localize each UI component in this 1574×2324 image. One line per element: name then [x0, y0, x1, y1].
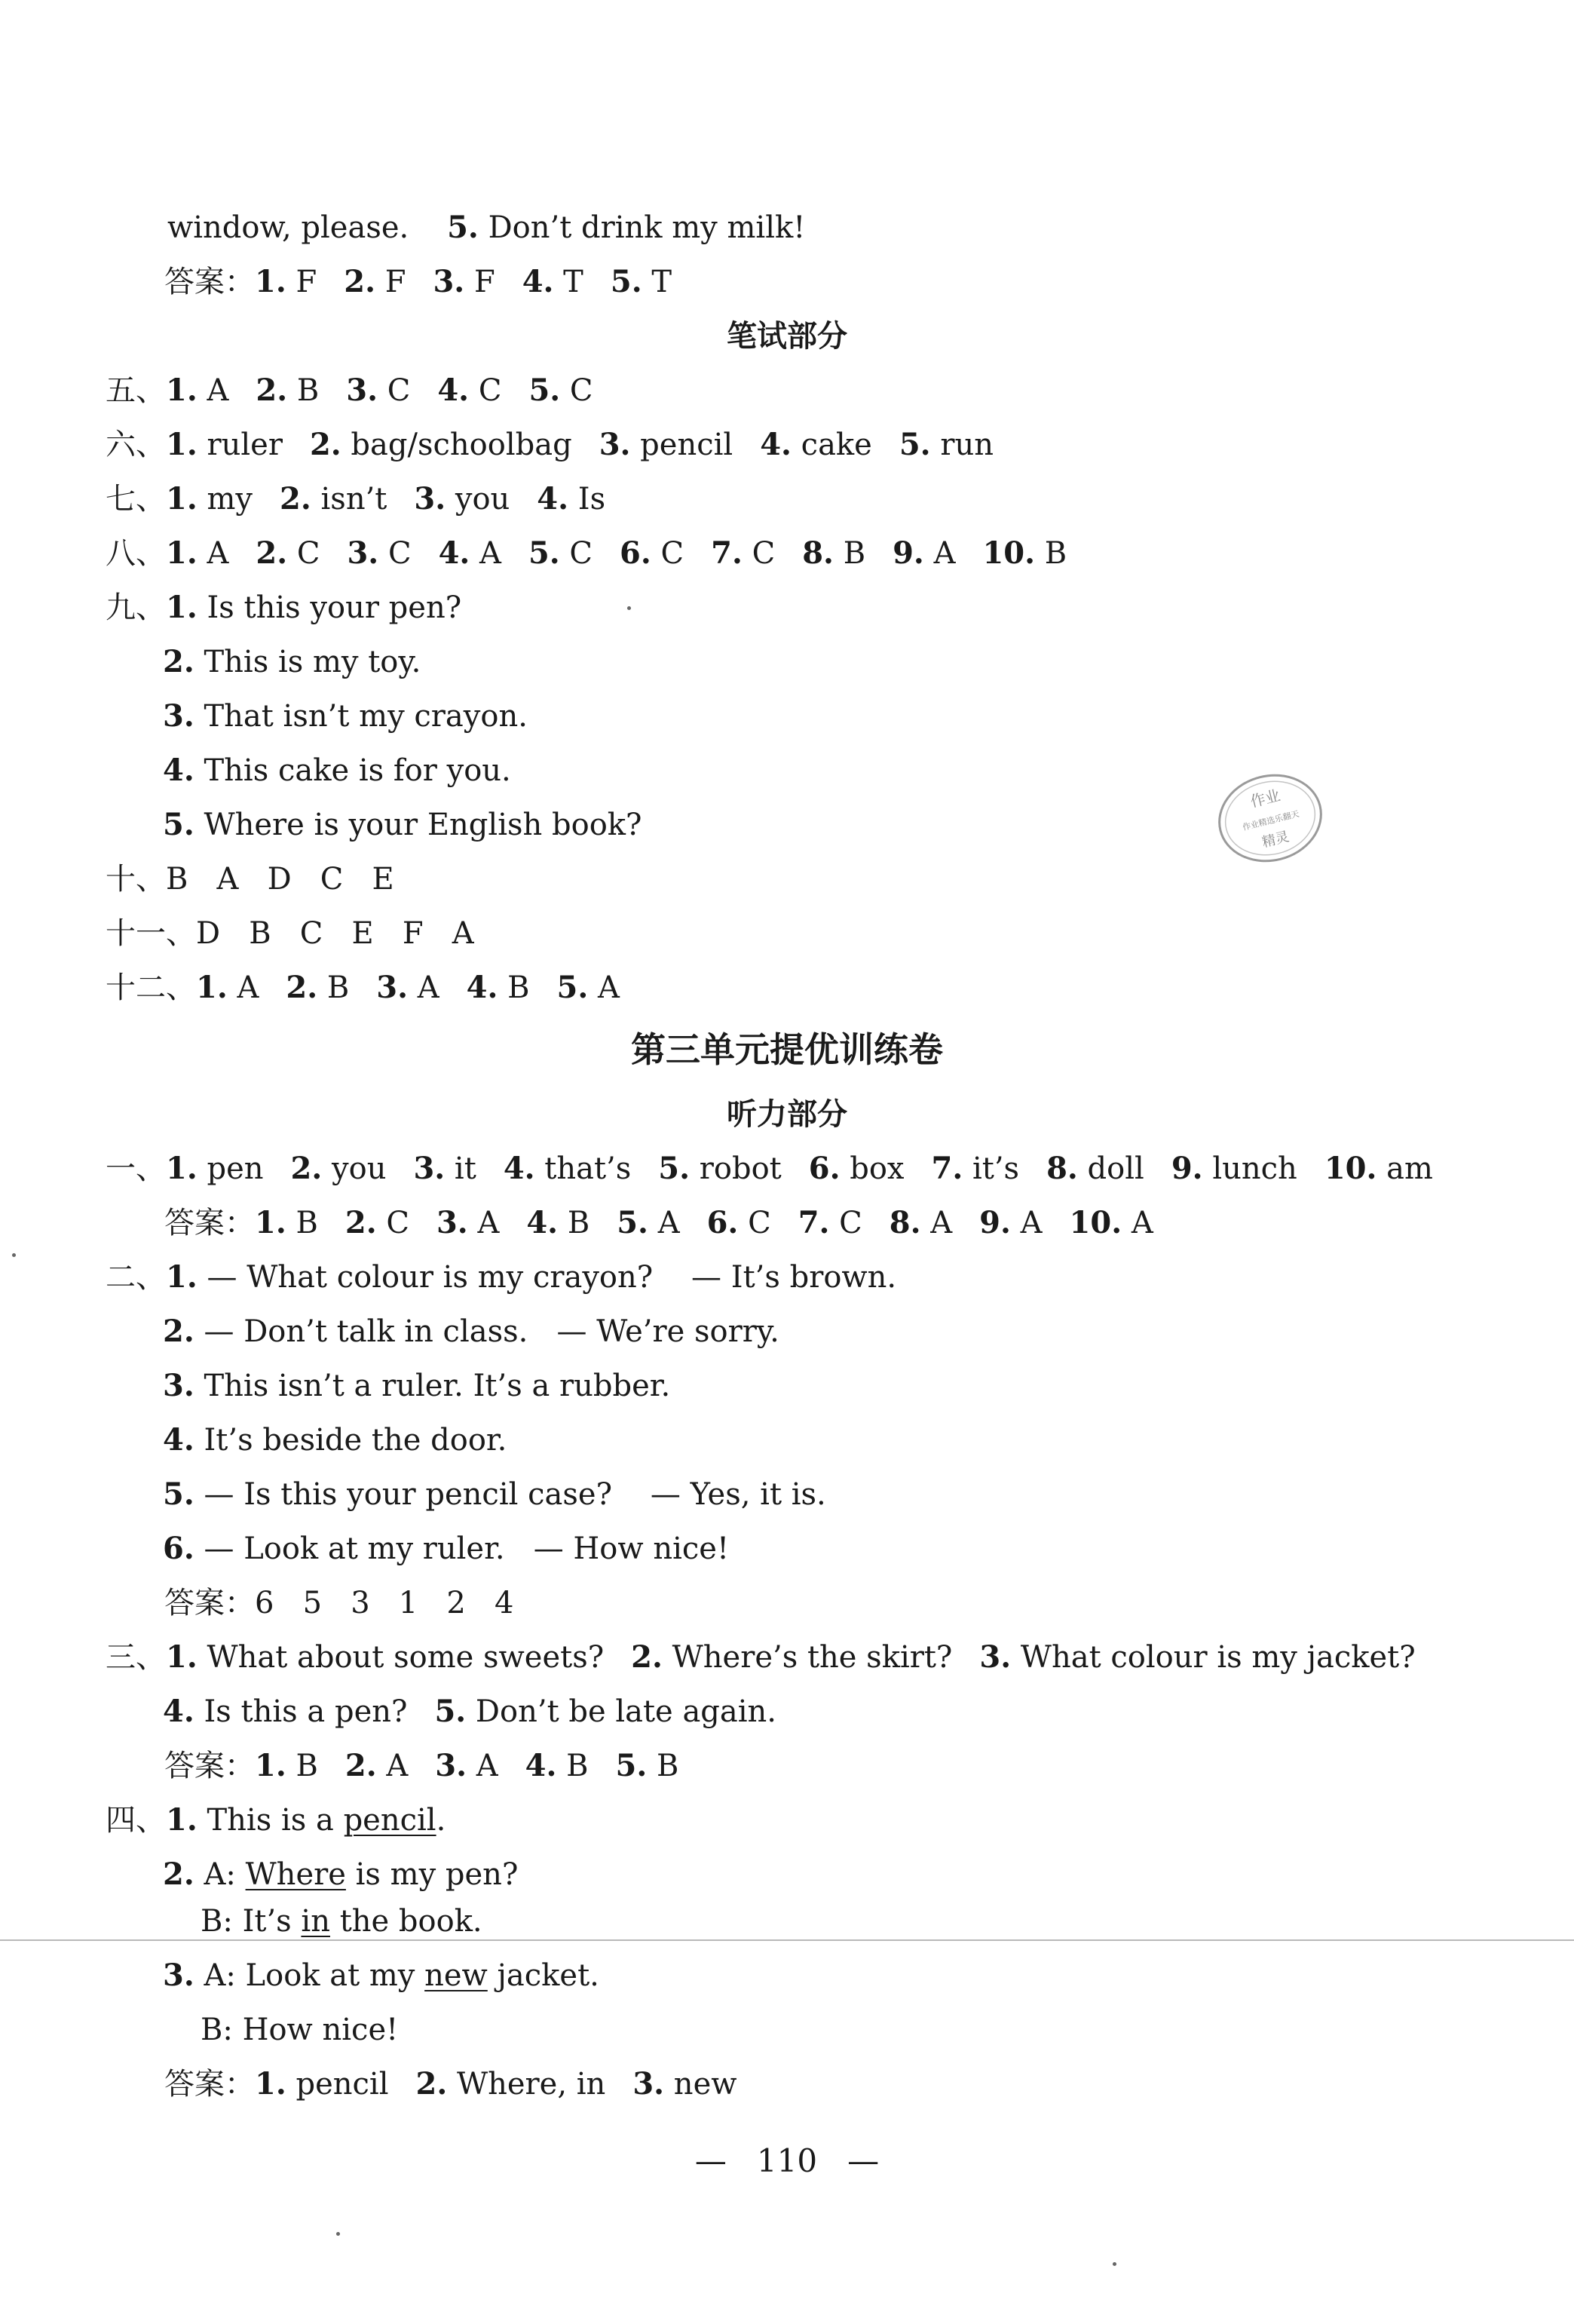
dialogue-line	[163, 1473, 826, 1516]
line-prefix: 五、	[106, 373, 166, 408]
item-answer: pencil	[286, 2067, 389, 2102]
answer-line-5	[106, 369, 593, 412]
item-answer: Where’s the skirt?	[662, 1640, 953, 1675]
dialogue-line	[163, 1853, 518, 1896]
item-number: 1.	[196, 970, 228, 1005]
item-number: 1.	[255, 1748, 286, 1783]
print-speck	[336, 2232, 340, 2236]
line-text: is my pen?	[345, 1857, 519, 1892]
section-number: 九、	[106, 590, 166, 625]
item-answer: A	[467, 1749, 498, 1783]
item-answer: you	[446, 482, 510, 517]
item-answer: lunch	[1202, 1151, 1297, 1186]
item-answer: Don’t be late again.	[466, 1694, 777, 1729]
item-answer: doll	[1077, 1151, 1144, 1186]
item-number: 2.	[163, 1856, 194, 1892]
item-number: 4.	[163, 1422, 194, 1458]
answer-line-1	[106, 1148, 1433, 1190]
item-number: 2.	[256, 373, 288, 408]
line-prefix: 一、	[106, 1151, 166, 1186]
item-number: 5.	[447, 210, 479, 245]
underlined-word: pencil	[343, 1803, 436, 1838]
item-number: 4.	[163, 1694, 194, 1729]
item-number: 4.	[163, 753, 194, 788]
item-answer: am	[1376, 1151, 1433, 1186]
item-answer: B	[286, 1749, 318, 1783]
answer-line-12	[106, 967, 620, 1009]
item-number: 3.	[347, 535, 379, 571]
item-number: 5.	[556, 970, 589, 1005]
item-answer: C	[378, 536, 412, 571]
item-answer: bag/schoolbag	[341, 428, 572, 462]
item-number: 2.	[256, 535, 288, 571]
item-number: 1.	[166, 481, 198, 517]
item-number: 5.	[617, 1205, 648, 1240]
line-prefix: 答案：	[164, 1749, 255, 1783]
item-number: 2.	[290, 1151, 323, 1186]
answer-line-7	[106, 478, 605, 520]
item-number: 9.	[893, 535, 924, 571]
item-number: 3.	[435, 1748, 467, 1783]
item-number: 5.	[528, 373, 561, 408]
item-answer: run	[930, 428, 994, 462]
item-answer: B	[833, 536, 866, 571]
item-number: 3.	[599, 427, 631, 462]
item-answer: B	[286, 1206, 318, 1240]
item-number: 4.	[526, 1205, 559, 1240]
page-footer	[0, 2140, 1574, 2182]
item-number: 8.	[889, 1205, 921, 1240]
item-number: 3.	[979, 1639, 1012, 1675]
line-text: — Look at my ruler. — How nice!	[194, 1531, 730, 1566]
item-answer: my	[197, 482, 253, 517]
footer-dash: —	[847, 2142, 880, 2179]
item-number: 1.	[255, 264, 286, 299]
line-prefix: 六、	[106, 428, 166, 462]
line-text: — Don’t talk in class. — We’re sorry.	[194, 1314, 779, 1349]
line-prefix: 十二、	[106, 970, 196, 1005]
item-number: 10.	[982, 535, 1036, 571]
item-number: 2.	[163, 644, 194, 679]
item-answer: C	[742, 536, 776, 571]
dialogue-line	[163, 1955, 599, 1997]
line-text: B: How nice!	[201, 2013, 399, 2047]
print-speck	[627, 606, 631, 610]
item-answer: A	[376, 1749, 409, 1783]
item-answer: robot	[690, 1151, 782, 1186]
line-text: B A D C E	[166, 862, 394, 897]
sentence-line	[163, 1691, 776, 1733]
item-number: 3.	[413, 1151, 446, 1186]
dialogue-line	[201, 1900, 482, 1942]
item-answer: it	[445, 1151, 476, 1186]
dialogue-line	[163, 1365, 670, 1407]
item-number: 5.	[899, 427, 931, 462]
item-answer: T	[553, 265, 583, 299]
item-number: 1.	[255, 2066, 286, 2102]
item-number: 4.	[438, 535, 470, 571]
answer-line-3	[106, 1636, 1416, 1679]
item-number: 8.	[1046, 1151, 1078, 1186]
item-answer: What about some sweets?	[197, 1640, 605, 1675]
item-number: 4.	[466, 970, 498, 1005]
item-answer: isn’t	[311, 482, 387, 517]
answer-key-line	[164, 2063, 736, 2105]
item-number: 3.	[163, 1958, 194, 1993]
item-number: 10.	[1324, 1151, 1377, 1186]
dialogue-line	[163, 1528, 729, 1570]
item-number: 3.	[433, 264, 465, 299]
item-answer: A	[648, 1206, 680, 1240]
item-number: 4.	[522, 264, 554, 299]
item-answer: C	[287, 536, 320, 571]
item-answer: B	[498, 970, 530, 1005]
item-number: 6.	[706, 1205, 739, 1240]
item-answer: A	[197, 373, 229, 408]
item-answer: T	[642, 265, 672, 299]
line-text: D B C E F A	[196, 916, 474, 951]
item-number: 2.	[344, 264, 375, 299]
item-number: 5.	[610, 264, 642, 299]
line-text: Where is your English book?	[194, 808, 642, 842]
item-answer: A	[408, 970, 439, 1005]
line-text: That isn’t my crayon.	[194, 699, 528, 734]
item-answer: A	[470, 536, 501, 571]
sentence-line	[163, 750, 511, 792]
item-answer: A	[588, 970, 620, 1005]
line-prefix: 答案：	[164, 265, 255, 299]
item-number: 1.	[166, 1151, 198, 1186]
item-answer: B	[317, 970, 350, 1005]
item-answer: B	[556, 1749, 589, 1783]
item-number: 3.	[414, 481, 446, 517]
item-number: 3.	[436, 1205, 468, 1240]
line-text: Is this your pen?	[197, 590, 462, 625]
answer-key-line	[164, 1202, 1153, 1244]
sentence-line	[163, 695, 528, 737]
underlined-word: new	[424, 1958, 488, 1993]
section-number: 四、	[106, 1803, 166, 1838]
item-answer: Is	[568, 482, 606, 517]
unit-title: 第三单元提优训练卷	[631, 1029, 943, 1070]
item-answer: F	[375, 265, 406, 299]
answer-line-11	[106, 912, 474, 955]
item-number: 2.	[345, 1748, 377, 1783]
footer-dash: —	[694, 2142, 727, 2179]
item-number: 3.	[163, 698, 194, 734]
answer-line-9	[106, 587, 461, 629]
item-number: 2.	[415, 2066, 448, 2102]
item-number: 4.	[437, 373, 470, 408]
answer-line	[167, 207, 805, 249]
item-number: 1.	[166, 535, 198, 571]
item-answer: B	[1035, 536, 1067, 571]
item-number: 1.	[166, 1639, 198, 1675]
item-answer: A	[1122, 1206, 1153, 1240]
print-speck	[12, 1253, 16, 1257]
line-prefix: 七、	[106, 482, 166, 517]
item-answer: that’s	[534, 1151, 632, 1186]
item-number: 1.	[166, 1802, 198, 1838]
item-answer: C	[378, 373, 411, 408]
line-text: .	[436, 1803, 446, 1838]
line-text: B: It’s	[201, 1904, 302, 1939]
item-answer: A	[920, 1206, 953, 1240]
item-number: 3.	[376, 970, 409, 1005]
item-number: 5.	[658, 1151, 691, 1186]
item-number: 2.	[345, 1205, 377, 1240]
item-number: 5.	[434, 1694, 467, 1729]
line-text: A: Look at my	[194, 1958, 425, 1993]
item-number: 1.	[166, 1259, 198, 1295]
underlined-word: Where	[245, 1857, 346, 1892]
section-number: 二、	[106, 1260, 166, 1295]
answer-key-line	[164, 1582, 513, 1624]
item-number: 5.	[528, 535, 560, 571]
item-answer: B	[558, 1206, 590, 1240]
stamp-text-bottom: 精灵	[1260, 829, 1291, 851]
item-number: 2.	[286, 970, 318, 1005]
item-number: 2.	[280, 481, 311, 517]
item-answer: Is this a pen?	[194, 1694, 408, 1729]
dialogue-line	[201, 2009, 398, 2051]
item-number: 9.	[1171, 1151, 1203, 1186]
item-answer: pen	[197, 1151, 264, 1186]
line-prefix: 三、	[106, 1640, 166, 1675]
answer-line-8	[106, 532, 1067, 575]
item-answer: What colour is my jacket?	[1011, 1640, 1416, 1675]
item-answer: C	[829, 1206, 862, 1240]
answer-key-line	[164, 261, 672, 303]
line-text: This is my toy.	[194, 645, 421, 679]
item-answer: F	[286, 265, 317, 299]
answer-label: 答案：	[164, 1586, 255, 1620]
item-answer: new	[664, 2067, 737, 2102]
line-text: jacket.	[487, 1958, 599, 1993]
answer-line-2	[106, 1256, 896, 1298]
item-number: 5.	[163, 807, 194, 842]
item-number: 3.	[632, 2066, 665, 2102]
item-answer: cake	[791, 428, 872, 462]
item-number: 3.	[163, 1368, 194, 1403]
item-number: 4.	[537, 481, 569, 517]
item-answer: A	[923, 536, 956, 571]
item-answer: A	[197, 536, 229, 571]
line-text: A:	[194, 1857, 246, 1892]
answer-line-6	[106, 424, 994, 466]
item-number: 1.	[255, 1205, 286, 1240]
line-prefix: 八、	[106, 536, 166, 571]
item-number: 7.	[711, 535, 743, 571]
item-answer: C	[651, 536, 684, 571]
item-answer: A	[227, 970, 259, 1005]
item-answer: B	[287, 373, 320, 408]
line-text: This is a	[197, 1803, 344, 1838]
item-answer: box	[840, 1151, 905, 1186]
line-text: window, please.	[167, 210, 409, 245]
item-answer: you	[322, 1151, 387, 1186]
stamp-text-middle: 作业精选乐翻天	[1241, 808, 1300, 833]
line-text: Don’t drink my milk!	[478, 210, 806, 245]
item-number: 4.	[525, 1748, 557, 1783]
item-answer: A	[467, 1206, 500, 1240]
item-number: 3.	[346, 373, 378, 408]
item-number: 5.	[163, 1476, 194, 1512]
answer-line-4	[106, 1799, 446, 1841]
section-heading-written: 笔试部分	[727, 319, 847, 354]
item-answer: it’s	[963, 1151, 1020, 1186]
item-number: 1.	[166, 427, 198, 462]
item-number: 6.	[163, 1531, 194, 1566]
item-answer: C	[738, 1206, 771, 1240]
item-number: 7.	[931, 1151, 963, 1186]
item-answer: C	[559, 536, 593, 571]
watermark-stamp-icon	[1204, 757, 1337, 879]
item-answer: A	[1010, 1206, 1043, 1240]
item-number: 1.	[166, 590, 198, 625]
item-answer: Where, in	[447, 2067, 606, 2102]
line-text: 6 5 3 1 2 4	[255, 1586, 514, 1620]
answer-line-10	[106, 858, 394, 900]
item-answer: C	[469, 373, 502, 408]
item-number: 4.	[760, 427, 792, 462]
item-number: 5.	[615, 1748, 648, 1783]
item-number: 8.	[802, 535, 834, 571]
item-number: 2.	[309, 427, 341, 462]
item-number: 6.	[808, 1151, 841, 1186]
line-text: This isn’t a ruler. It’s a rubber.	[194, 1369, 671, 1403]
line-text: — What colour is my crayon? — It’s brown.	[197, 1260, 897, 1295]
line-text: — Is this your pencil case? — Yes, it is.	[194, 1477, 826, 1512]
item-number: 2.	[163, 1314, 194, 1349]
print-speck	[1113, 2262, 1116, 2266]
item-answer: B	[647, 1749, 679, 1783]
item-number: 9.	[979, 1205, 1011, 1240]
item-answer: C	[376, 1206, 409, 1240]
item-number: 7.	[798, 1205, 830, 1240]
line-text: This cake is for you.	[194, 753, 511, 788]
section-number: 十一、	[106, 916, 196, 951]
item-number: 1.	[166, 373, 198, 408]
item-answer: F	[464, 265, 495, 299]
answer-key-line	[164, 1745, 678, 1787]
item-answer: ruler	[197, 428, 283, 462]
item-number: 4.	[503, 1151, 535, 1186]
stamp-text-top: 作业	[1248, 786, 1282, 811]
line-prefix: 答案：	[164, 1206, 255, 1240]
item-answer: C	[560, 373, 593, 408]
section-number: 十、	[106, 862, 166, 897]
item-number: 10.	[1069, 1205, 1122, 1240]
item-answer: pencil	[630, 428, 733, 462]
line-text: It’s beside the door.	[194, 1423, 507, 1458]
section-heading-listening: 听力部分	[727, 1097, 847, 1132]
sentence-line	[163, 804, 642, 846]
dialogue-line	[163, 1419, 507, 1461]
page-number: 110	[756, 2142, 818, 2179]
underlined-word: in	[301, 1904, 330, 1939]
sentence-line	[163, 641, 421, 683]
item-number: 6.	[620, 535, 651, 571]
page-fold-line	[0, 1939, 1574, 1941]
dialogue-line	[163, 1311, 779, 1353]
line-text: the book.	[329, 1904, 482, 1939]
item-number: 2.	[631, 1639, 663, 1675]
line-prefix: 答案：	[164, 2067, 255, 2102]
